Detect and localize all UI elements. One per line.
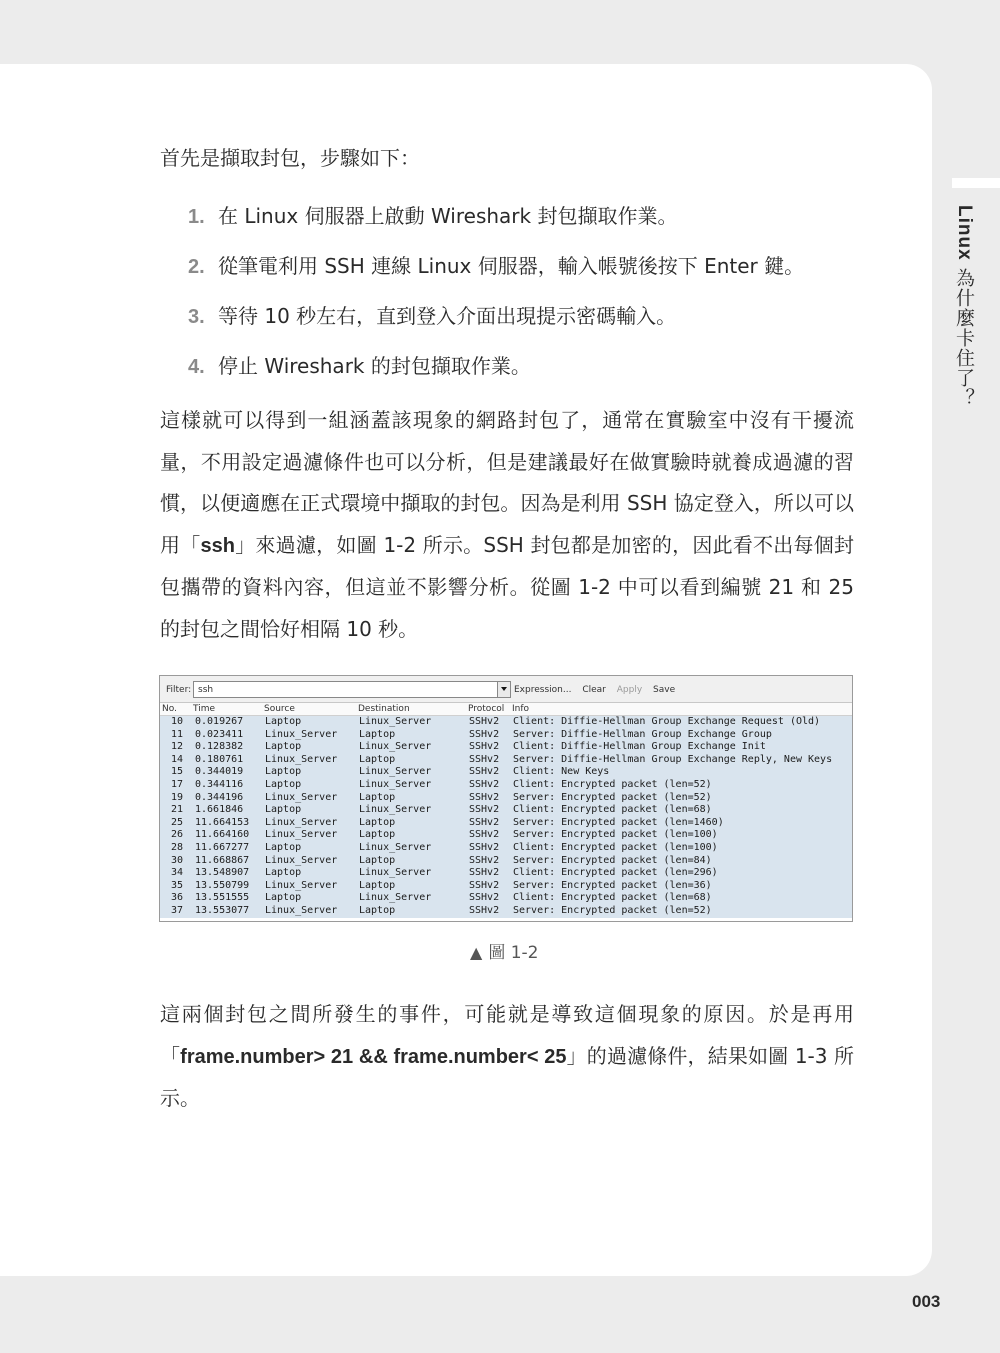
cell-no: 26 [170,829,183,841]
cell-destination: Linux_Server [359,766,432,778]
cell-source: Linux_Server [265,904,338,916]
cell-protocol: SSHv2 [469,753,500,765]
table-row[interactable] [160,804,852,817]
paragraph-2-part-c: 」的過濾條件，結果如圖 1-3 所示。 [160,1043,855,1111]
cell-protocol: SSHv2 [469,892,500,904]
cell-time: 0.344196 [195,791,244,803]
cell-no: 21 [170,804,183,816]
cell-time: 11.667277 [195,841,250,853]
filter-input[interactable] [193,681,510,698]
filter-keyword: ssh [200,534,235,557]
cell-time: 11.668867 [195,854,250,866]
cell-protocol: SSHv2 [469,741,500,753]
cell-destination: Laptop [359,791,396,803]
cell-info: Client: Diffie-Hellman Group Exchange Request (Old) [513,716,821,727]
column-header-time[interactable]: Time [193,704,216,714]
step-number: 3. [188,306,205,328]
cell-no: 15 [170,766,183,778]
cell-source: Linux_Server [265,791,338,803]
cell-protocol: SSHv2 [469,778,500,790]
cell-protocol: SSHv2 [469,766,500,778]
table-row[interactable] [160,741,852,754]
expression-button[interactable]: Expression... [514,685,572,695]
cell-protocol: SSHv2 [469,829,500,841]
cell-protocol: SSHv2 [469,867,500,879]
filter-expression: frame.number> 21 && frame.number< 25 [180,1045,567,1068]
caption-text: 圖 1-2 [488,943,539,963]
cell-no: 17 [170,778,183,790]
list-item [188,352,804,402]
cell-source: Linux_Server [265,728,338,740]
table-row[interactable] [160,842,852,855]
table-row[interactable] [160,905,852,918]
cell-info: Server: Encrypted packet (len=36) [513,879,712,891]
filter-label: Filter: [166,685,192,695]
save-button[interactable]: Save [653,685,676,695]
cell-info: Server: Encrypted packet (len=52) [513,791,712,803]
column-header-destination[interactable]: Destination [358,704,410,714]
cell-destination: Laptop [359,816,396,828]
cell-source: Laptop [265,741,302,753]
table-row[interactable] [160,829,852,842]
cell-destination: Linux_Server [359,841,432,853]
step-text: 等待 10 秒左右，直到登入介面出現提示密碼輸入。 [218,304,677,328]
clear-button[interactable]: Clear [582,685,606,695]
cell-no: 11 [170,728,183,740]
table-row[interactable] [160,754,852,767]
cell-protocol: SSHv2 [469,804,500,816]
apply-button[interactable]: Apply [616,685,643,695]
cell-no: 28 [170,841,183,853]
table-row[interactable] [160,729,852,742]
cell-info: Server: Diffie-Hellman Group Exchange Reply, New Keys [513,753,833,765]
table-row[interactable] [160,817,852,830]
cell-time: 13.553077 [195,904,250,916]
cell-protocol: SSHv2 [469,879,500,891]
cell-source: Laptop [265,778,302,790]
cell-destination: Laptop [359,728,396,740]
cell-source: Laptop [265,766,302,778]
cell-info: Server: Diffie-Hellman Group Exchange Group [513,728,772,740]
cell-source: Laptop [265,867,302,879]
cell-time: 0.023411 [195,728,244,740]
cell-destination: Laptop [359,879,396,891]
paragraph-1-part-a: 這樣就可以得到一組涵蓋該現象的網路封包了，通常在實驗室中沒有干擾流量，不用設定過濾條件也可以分析，但是建議最好在做實驗時就養成過濾的習慣，以便適應在正式環境中擷取的封包。因為是利用 SSH 協定登入，所以可以用「 [160,408,854,557]
side-tab-bar [952,178,1000,188]
cell-source: Laptop [265,716,302,727]
cell-time: 1.661846 [195,804,244,816]
cell-no: 36 [170,892,183,904]
cell-time: 0.128382 [195,741,244,753]
cell-destination: Linux_Server [359,741,432,753]
filter-actions [514,685,683,695]
cell-time: 0.019267 [195,716,244,727]
cell-source: Linux_Server [265,753,338,765]
cell-protocol: SSHv2 [469,841,500,853]
filter-toolbar [160,676,852,703]
cell-time: 13.551555 [195,892,250,904]
column-header-info[interactable]: Info [512,704,530,714]
cell-source: Linux_Server [265,854,338,866]
cell-no: 14 [170,753,183,765]
table-row[interactable] [160,892,852,905]
cell-destination: Laptop [359,829,396,841]
step-number: 2. [188,256,205,278]
cell-protocol: SSHv2 [469,854,500,866]
page-number: 003 [912,1292,941,1311]
cell-info: Client: Encrypted packet (len=296) [513,867,718,879]
wireshark-screenshot [159,675,853,922]
filter-dropdown-button[interactable] [497,681,511,698]
step-number: 4. [188,356,205,378]
table-row[interactable] [160,880,852,893]
list-item [188,302,804,352]
cell-destination: Laptop [359,753,396,765]
cell-protocol: SSHv2 [469,728,500,740]
packet-list [160,703,852,918]
cell-info: Server: Encrypted packet (len=52) [513,904,712,916]
cell-time: 0.180761 [195,753,244,765]
cell-info: Client: New Keys [513,766,610,778]
table-row[interactable] [160,855,852,868]
list-item [188,202,804,252]
intro-text: 首先是擷取封包，步驟如下： [160,146,420,170]
cell-source: Laptop [265,892,302,904]
cell-source: Laptop [265,804,302,816]
paragraph-1-part-c: 」來過濾，如圖 1-2 所示。SSH 封包都是加密的，因此看不出每個封包攜帶的資料內容，但這並不影響分析。從圖 1-2 中可以看到編號 21 和 25 的封包之間恰好相隔 10 秒。 [160,532,855,641]
cell-time: 11.664153 [195,816,250,828]
step-text: 從筆電利用 SSH 連線 Linux 伺服器，輸入帳號後按下 Enter 鍵。 [218,254,805,278]
steps-list [188,202,804,402]
cell-source: Linux_Server [265,879,338,891]
cell-info: Client: Encrypted packet (len=68) [513,804,712,816]
table-row[interactable] [160,867,852,880]
cell-info: Client: Diffie-Hellman Group Exchange Init [513,741,766,753]
step-text: 在 Linux 伺服器上啟動 Wireshark 封包擷取作業。 [218,204,678,228]
cell-time: 13.550799 [195,879,250,891]
cell-source: Linux_Server [265,816,338,828]
cell-destination: Linux_Server [359,778,432,790]
cell-no: 25 [170,816,183,828]
cell-time: 11.664160 [195,829,250,841]
step-text: 停止 Wireshark 的封包擷取作業。 [218,354,531,378]
cell-no: 10 [170,716,183,727]
cell-source: Linux_Server [265,829,338,841]
cell-info: Client: Encrypted packet (len=52) [513,778,712,790]
cell-protocol: SSHv2 [469,904,500,916]
step-number: 1. [188,206,205,228]
cell-protocol: SSHv2 [469,716,500,727]
cell-time: 0.344019 [195,766,244,778]
cell-info: Client: Encrypted packet (len=68) [513,892,712,904]
cell-info: Server: Encrypted packet (len=1460) [513,816,724,828]
cell-no: 35 [170,879,183,891]
table-row[interactable] [160,779,852,792]
cell-no: 12 [170,741,183,753]
paragraph-1 [160,400,854,651]
triangle-marker-icon: ▲ [470,943,483,962]
figure-caption [470,938,538,963]
packet-rows [160,716,852,918]
cell-no: 30 [170,854,183,866]
cell-protocol: SSHv2 [469,816,500,828]
cell-destination: Laptop [359,904,396,916]
cell-time: 0.344116 [195,778,244,790]
column-header-no[interactable]: No. [162,704,177,714]
paragraph-2 [160,994,854,1120]
cell-protocol: SSHv2 [469,791,500,803]
column-header-protocol[interactable]: Protocol [468,704,505,714]
cell-no: 34 [170,867,183,879]
table-row[interactable] [160,766,852,779]
cell-destination: Linux_Server [359,804,432,816]
cell-info: Client: Encrypted packet (len=100) [513,841,718,853]
cell-destination: Laptop [359,854,396,866]
side-title-text: 為什麼卡住了？ [953,260,975,408]
chapter-side-title [950,205,978,408]
list-item [188,252,804,302]
cell-info: Server: Encrypted packet (len=84) [513,854,712,866]
cell-info: Server: Encrypted packet (len=100) [513,829,718,841]
cell-no: 19 [170,791,183,803]
cell-destination: Linux_Server [359,716,432,727]
cell-destination: Linux_Server [359,867,432,879]
filter-input-value: ssh [198,685,214,695]
side-title-latin: Linux [954,205,975,261]
chevron-down-icon [501,687,507,691]
column-header-source[interactable]: Source [264,704,295,714]
paragraph-2-part-a: 這兩個封包之間所發生的事件，可能就是導致這個現象的原因。於是再用「 [160,1002,854,1068]
packet-list-header [160,703,852,716]
cell-destination: Linux_Server [359,892,432,904]
cell-time: 13.548907 [195,867,250,879]
cell-no: 37 [170,904,183,916]
table-row[interactable] [160,716,852,729]
cell-source: Laptop [265,841,302,853]
table-row[interactable] [160,792,852,805]
